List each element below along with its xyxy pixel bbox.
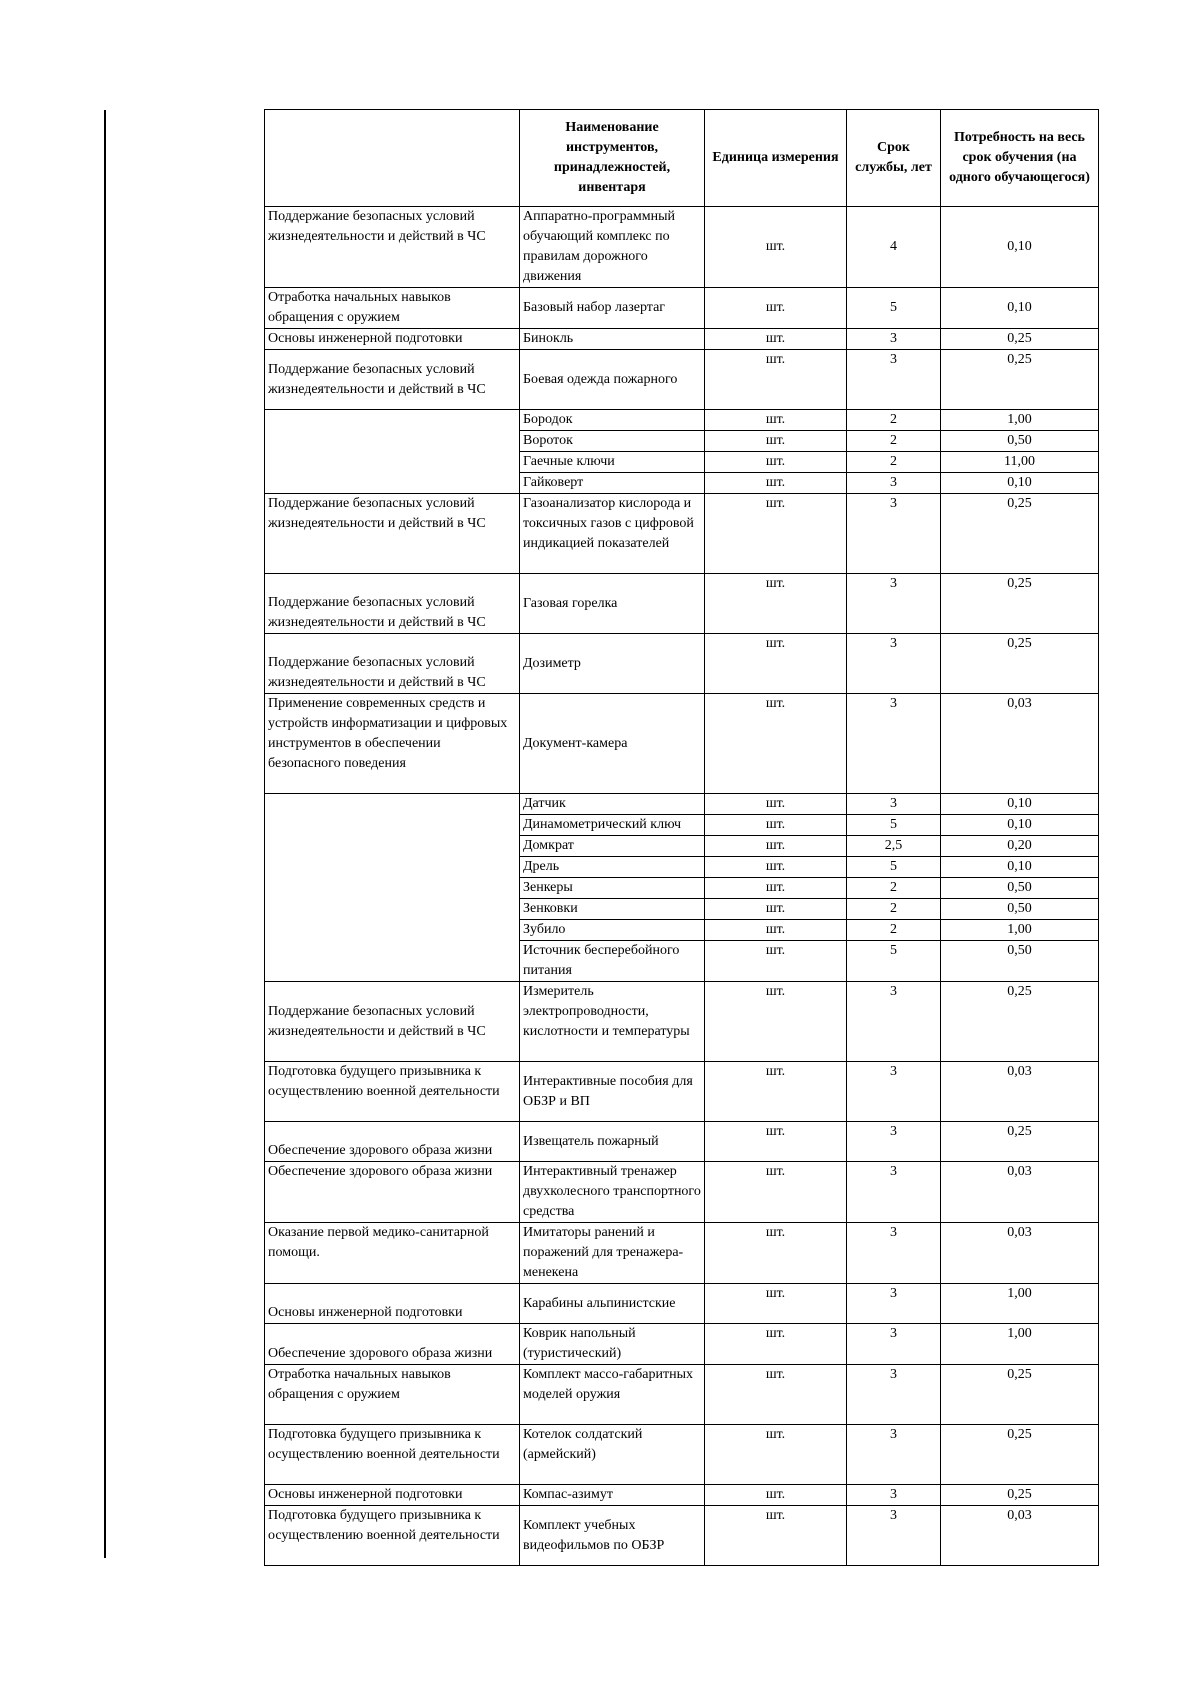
cell-name: Бинокль — [520, 329, 705, 350]
cell-area: Обеспечение здорового образа жизни — [265, 1324, 520, 1365]
cell-life: 3 — [847, 982, 941, 1062]
table-header-row — [265, 110, 1099, 207]
cell-area: Поддержание безопасных условий жизнедеятельности и действий в ЧС — [265, 982, 520, 1062]
table-row — [265, 350, 1099, 410]
left-margin-line — [104, 110, 106, 1558]
cell-unit: шт. — [705, 920, 847, 941]
cell-area: Поддержание безопасных условий жизнедеятельности и действий в ЧС — [265, 574, 520, 634]
cell-need: 0,50 — [941, 941, 1099, 982]
cell-unit: шт. — [705, 410, 847, 431]
table-row — [265, 288, 1099, 329]
cell-unit: шт. — [705, 1162, 847, 1223]
cell-life: 2,5 — [847, 836, 941, 857]
cell-need: 0,50 — [941, 431, 1099, 452]
cell-need: 0,03 — [941, 1506, 1099, 1566]
table-row — [265, 1365, 1099, 1425]
cell-need: 0,25 — [941, 350, 1099, 410]
cell-name: Коврик напольный (туристический) — [520, 1324, 705, 1365]
cell-need: 0,25 — [941, 1485, 1099, 1506]
cell-unit: шт. — [705, 878, 847, 899]
header-area — [265, 110, 520, 207]
cell-life: 3 — [847, 1324, 941, 1365]
cell-area: Подготовка будущего призывника к осуществлению военной деятельности — [265, 1506, 520, 1566]
equipment-table — [264, 109, 1099, 1566]
cell-need: 0,10 — [941, 815, 1099, 836]
cell-name: Источник бесперебойного питания — [520, 941, 705, 982]
cell-area: Отработка начальных навыков обращения с оружием — [265, 288, 520, 329]
cell-life: 3 — [847, 1122, 941, 1162]
cell-life: 2 — [847, 452, 941, 473]
table-row — [265, 1122, 1099, 1162]
cell-life: 2 — [847, 920, 941, 941]
cell-unit: шт. — [705, 431, 847, 452]
cell-need: 0,10 — [941, 288, 1099, 329]
table-row — [265, 1485, 1099, 1506]
cell-name: Бородок — [520, 410, 705, 431]
header-unit: Единица измерения — [705, 110, 847, 207]
cell-life: 5 — [847, 941, 941, 982]
cell-need: 0,25 — [941, 1122, 1099, 1162]
cell-need: 11,00 — [941, 452, 1099, 473]
cell-area — [265, 794, 520, 982]
cell-area: Подготовка будущего призывника к осуществлению военной деятельности — [265, 1425, 520, 1485]
cell-unit: шт. — [705, 1223, 847, 1284]
cell-need: 0,20 — [941, 836, 1099, 857]
cell-life: 3 — [847, 1425, 941, 1485]
cell-need: 0,25 — [941, 494, 1099, 574]
cell-name: Гаечные ключи — [520, 452, 705, 473]
cell-area: Основы инженерной подготовки — [265, 329, 520, 350]
cell-life: 3 — [847, 634, 941, 694]
cell-need: 0,03 — [941, 1062, 1099, 1122]
cell-name: Дрель — [520, 857, 705, 878]
cell-name: Газовая горелка — [520, 574, 705, 634]
cell-need: 1,00 — [941, 920, 1099, 941]
cell-area: Основы инженерной подготовки — [265, 1485, 520, 1506]
cell-name: Зенковки — [520, 899, 705, 920]
cell-name: Котелок солдатский (армейский) — [520, 1425, 705, 1485]
cell-unit: шт. — [705, 836, 847, 857]
cell-need: 0,10 — [941, 473, 1099, 494]
cell-unit: шт. — [705, 1506, 847, 1566]
cell-need: 1,00 — [941, 410, 1099, 431]
cell-need: 1,00 — [941, 1284, 1099, 1324]
cell-life: 3 — [847, 694, 941, 794]
table-row — [265, 694, 1099, 794]
cell-need: 0,25 — [941, 1425, 1099, 1485]
header-life: Срок службы, лет — [847, 110, 941, 207]
cell-name: Имитаторы ранений и поражений для тренажера-менекена — [520, 1223, 705, 1284]
cell-name: Карабины альпинистские — [520, 1284, 705, 1324]
cell-area: Подготовка будущего призывника к осуществлению военной деятельности — [265, 1062, 520, 1122]
cell-life: 3 — [847, 1062, 941, 1122]
cell-need: 0,10 — [941, 207, 1099, 288]
cell-unit: шт. — [705, 694, 847, 794]
table-row — [265, 1324, 1099, 1365]
table-row — [265, 1062, 1099, 1122]
cell-life: 3 — [847, 794, 941, 815]
cell-name: Аппаратно-программный обучающий комплекс по правилам дорожного движения — [520, 207, 705, 288]
cell-life: 2 — [847, 878, 941, 899]
cell-area: Оказание первой медико-санитарной помощи. — [265, 1223, 520, 1284]
cell-name: Вороток — [520, 431, 705, 452]
cell-unit: шт. — [705, 473, 847, 494]
cell-name: Зенкеры — [520, 878, 705, 899]
cell-need: 0,25 — [941, 574, 1099, 634]
cell-area: Поддержание безопасных условий жизнедеятельности и действий в ЧС — [265, 350, 520, 410]
cell-need: 0,25 — [941, 329, 1099, 350]
table-row — [265, 794, 1099, 815]
cell-name: Динамометрический ключ — [520, 815, 705, 836]
cell-name: Гайковерт — [520, 473, 705, 494]
cell-unit: шт. — [705, 1485, 847, 1506]
table-row — [265, 207, 1099, 288]
cell-need: 0,03 — [941, 694, 1099, 794]
cell-life: 5 — [847, 857, 941, 878]
cell-area: Применение современных средств и устройств информатизации и цифровых инструментов в обеспечении безопасного поведения — [265, 694, 520, 794]
cell-unit: шт. — [705, 452, 847, 473]
table-row — [265, 1506, 1099, 1566]
table-row — [265, 634, 1099, 694]
cell-name: Комплект учебных видеофильмов по ОБЗР — [520, 1506, 705, 1566]
cell-unit: шт. — [705, 941, 847, 982]
cell-unit: шт. — [705, 794, 847, 815]
cell-need: 0,50 — [941, 878, 1099, 899]
cell-unit: шт. — [705, 329, 847, 350]
cell-need: 0,50 — [941, 899, 1099, 920]
header-name: Наименование инструментов, принадлежностей, инвентаря — [520, 110, 705, 207]
cell-name: Домкрат — [520, 836, 705, 857]
cell-need: 0,25 — [941, 634, 1099, 694]
cell-name: Комплект массо-габаритных моделей оружия — [520, 1365, 705, 1425]
cell-life: 3 — [847, 574, 941, 634]
cell-unit: шт. — [705, 574, 847, 634]
cell-life: 3 — [847, 329, 941, 350]
cell-unit: шт. — [705, 857, 847, 878]
table-row — [265, 1223, 1099, 1284]
cell-life: 4 — [847, 207, 941, 288]
cell-unit: шт. — [705, 494, 847, 574]
cell-name: Базовый набор лазертаг — [520, 288, 705, 329]
cell-life: 5 — [847, 288, 941, 329]
table-row — [265, 574, 1099, 634]
cell-unit: шт. — [705, 1425, 847, 1485]
header-need: Потребность на весь срок обучения (на одного обучающегося) — [941, 110, 1099, 207]
cell-area: Отработка начальных навыков обращения с оружием — [265, 1365, 520, 1425]
cell-name: Интерактивный тренажер двухколесного транспортного средства — [520, 1162, 705, 1223]
cell-life: 3 — [847, 1223, 941, 1284]
cell-name: Датчик — [520, 794, 705, 815]
cell-name: Газоанализатор кислорода и токсичных газов с цифровой индикацией показателей — [520, 494, 705, 574]
cell-name: Зубило — [520, 920, 705, 941]
cell-unit: шт. — [705, 1122, 847, 1162]
cell-unit: шт. — [705, 1062, 847, 1122]
cell-life: 2 — [847, 410, 941, 431]
cell-unit: шт. — [705, 1365, 847, 1425]
cell-need: 0,10 — [941, 794, 1099, 815]
cell-name: Интерактивные пособия для ОБЗР и ВП — [520, 1062, 705, 1122]
table-row — [265, 410, 1099, 431]
cell-name: Измеритель электропроводности, кислотности и температуры — [520, 982, 705, 1062]
cell-unit: шт. — [705, 815, 847, 836]
cell-need: 0,03 — [941, 1223, 1099, 1284]
cell-area: Поддержание безопасных условий жизнедеятельности и действий в ЧС — [265, 207, 520, 288]
cell-area: Основы инженерной подготовки — [265, 1284, 520, 1324]
cell-life: 3 — [847, 494, 941, 574]
cell-name: Дозиметр — [520, 634, 705, 694]
cell-area: Обеспечение здорового образа жизни — [265, 1122, 520, 1162]
cell-unit: шт. — [705, 982, 847, 1062]
cell-unit: шт. — [705, 288, 847, 329]
cell-area: Поддержание безопасных условий жизнедеятельности и действий в ЧС — [265, 634, 520, 694]
cell-need: 1,00 — [941, 1324, 1099, 1365]
cell-life: 5 — [847, 815, 941, 836]
cell-name: Извещатель пожарный — [520, 1122, 705, 1162]
cell-life: 3 — [847, 1485, 941, 1506]
cell-area: Поддержание безопасных условий жизнедеятельности и действий в ЧС — [265, 494, 520, 574]
cell-area: Обеспечение здорового образа жизни — [265, 1162, 520, 1223]
cell-need: 0,10 — [941, 857, 1099, 878]
table-row — [265, 494, 1099, 574]
cell-life: 3 — [847, 473, 941, 494]
table-row — [265, 982, 1099, 1062]
cell-unit: шт. — [705, 1284, 847, 1324]
cell-name: Компас-азимут — [520, 1485, 705, 1506]
cell-life: 3 — [847, 1284, 941, 1324]
table-row — [265, 1162, 1099, 1223]
cell-unit: шт. — [705, 207, 847, 288]
cell-life: 2 — [847, 899, 941, 920]
cell-unit: шт. — [705, 350, 847, 410]
cell-life: 3 — [847, 1162, 941, 1223]
cell-area — [265, 410, 520, 494]
cell-need: 0,25 — [941, 1365, 1099, 1425]
cell-life: 3 — [847, 1506, 941, 1566]
cell-unit: шт. — [705, 1324, 847, 1365]
cell-life: 3 — [847, 350, 941, 410]
cell-life: 2 — [847, 431, 941, 452]
cell-name: Документ-камера — [520, 694, 705, 794]
cell-name: Боевая одежда пожарного — [520, 350, 705, 410]
cell-life: 3 — [847, 1365, 941, 1425]
table-row — [265, 329, 1099, 350]
cell-need: 0,25 — [941, 982, 1099, 1062]
cell-need: 0,03 — [941, 1162, 1099, 1223]
cell-unit: шт. — [705, 899, 847, 920]
table-row — [265, 1284, 1099, 1324]
table-row — [265, 1425, 1099, 1485]
cell-unit: шт. — [705, 634, 847, 694]
